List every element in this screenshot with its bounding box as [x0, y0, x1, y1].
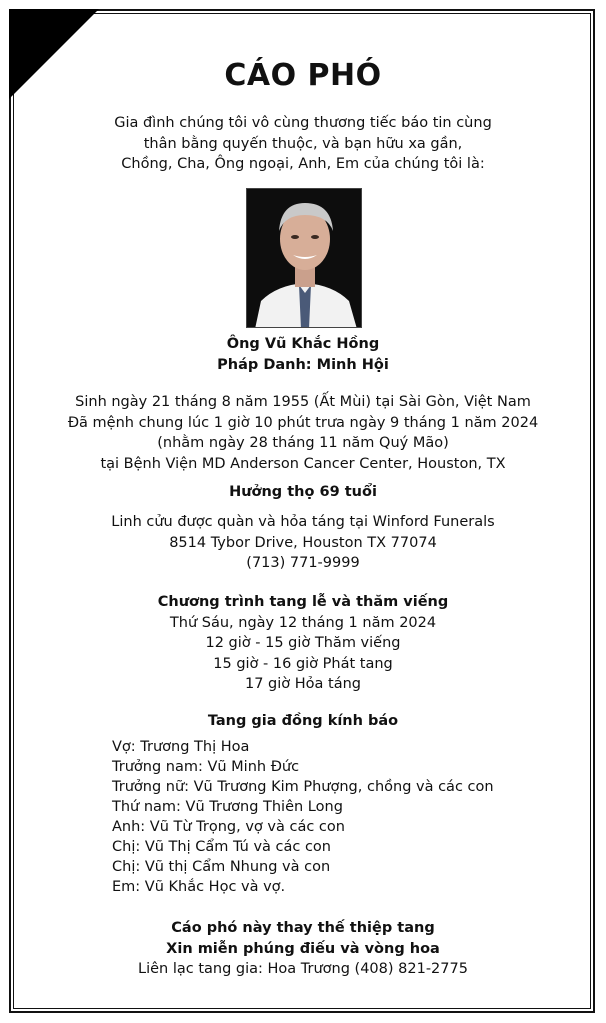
- funeral-home-line: Linh cửu được quàn và hỏa táng tại Winford Funerals: [111, 514, 495, 530]
- program-title: Chương trình tang lễ và thăm viếng: [157, 594, 449, 610]
- detail-line: tại Bệnh Viện MD Anderson Cancer Center, Houston, TX: [100, 455, 506, 472]
- family-member: Vợ: Trương Thị Hoa: [112, 739, 250, 755]
- family-member: Anh: Vũ Từ Trọng, vợ và các con: [112, 819, 345, 835]
- portrait-photo: [246, 188, 362, 328]
- program-line: 15 giờ - 16 giờ Phát tang: [213, 655, 393, 672]
- portrait-image: [247, 189, 362, 328]
- program-line: 17 giờ Hỏa táng: [244, 676, 361, 692]
- program-block: [0, 592, 606, 695]
- program-line: Thứ Sáu, ngày 12 tháng 1 năm 2024: [169, 614, 437, 631]
- deceased-name: Ông Vũ Khắc Hồng: [226, 336, 380, 352]
- detail-line: Đã mệnh chung lúc 1 giờ 10 phút trưa ngày 9 tháng 1 năm 2024: [67, 414, 539, 431]
- detail-line: (nhằm ngày 28 tháng 11 năm Quý Mão): [157, 435, 449, 451]
- intro-line: thân bằng quyến thuộc, và bạn hữu xa gần,: [143, 135, 463, 152]
- funeral-home-address: 8514 Tybor Drive, Houston TX 77074: [169, 534, 437, 551]
- dharma-name: Pháp Danh: Minh Hội: [217, 356, 389, 373]
- intro-text: [0, 113, 606, 175]
- family-member: Chị: Vũ Thị Cẩm Tú và các con: [112, 839, 331, 855]
- age-line: Hưởng thọ 69 tuổi: [229, 484, 377, 500]
- detail-line: Sinh ngày 21 tháng 8 năm 1955 (Ất Mùi) tại Sài Gòn, Việt Nam: [75, 394, 531, 410]
- deceased-name-block: [0, 334, 606, 375]
- family-member: Trưởng nam: Vũ Minh Đức: [112, 759, 300, 775]
- life-details: [0, 392, 606, 474]
- closing-line: Cáo phó này thay thế thiệp tang: [171, 920, 435, 936]
- page-title: CÁO PHÓ: [224, 58, 382, 93]
- family-member: Thứ nam: Vũ Trương Thiên Long: [112, 799, 343, 815]
- program-line: 12 giờ - 15 giờ Thăm viếng: [205, 635, 401, 651]
- contact-line: Liên lạc tang gia: Hoa Trương (408) 821-2775: [138, 961, 468, 977]
- closing-block: [0, 918, 606, 980]
- family-title: Tang gia đồng kính báo: [207, 713, 399, 729]
- family-list: [112, 737, 494, 897]
- family-member: Trưởng nữ: Vũ Trương Kim Phượng, chồng và các con: [112, 779, 494, 795]
- family-member: Chị: Vũ thị Cẩm Nhung và con: [112, 859, 331, 875]
- closing-line: Xin miễn phúng điếu và vòng hoa: [166, 940, 440, 957]
- funeral-home-phone: (713) 771-9999: [246, 555, 360, 571]
- intro-line: Gia đình chúng tôi vô cùng thương tiếc báo tin cùng: [114, 115, 492, 131]
- family-member: Em: Vũ Khắc Học và vợ.: [112, 879, 286, 895]
- funeral-home-info: [0, 512, 606, 574]
- intro-line: Chồng, Cha, Ông ngoại, Anh, Em của chúng tôi là:: [121, 156, 485, 172]
